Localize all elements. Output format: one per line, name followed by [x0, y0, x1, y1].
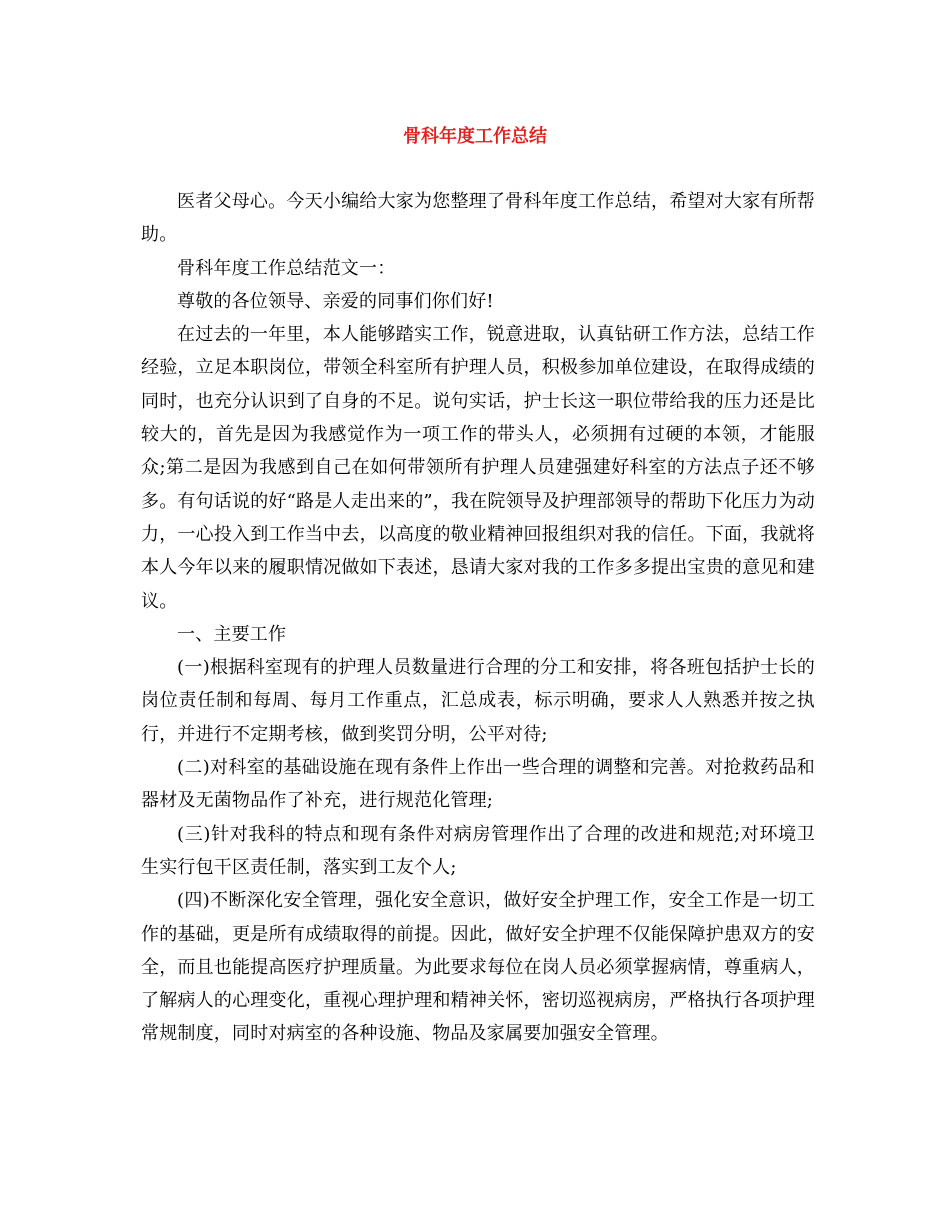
paragraph-greeting: 尊敬的各位领导、亲爱的同事们你们好!: [177, 290, 494, 312]
document-body: [141, 185, 815, 1051]
paragraph-item-4: (四)不断深化安全管理，强化安全意识，做好安全护理工作，安全工作是一切工作的基础，更是所有成绩取得的前提。因此，做好安全护理不仅能保障护患双方的安全，而且也能提高医疗护理质量。为此要求每位在岗人员必须掌握病情，尊重病人，了解病人的心理变化，重视心理护理和精神关怀，密切巡视病房，严格执行各项护理常规制度，同时对病室的各种设施、物品及家属要加强安全管理。: [141, 890, 815, 1045]
paragraph-item-2: (二)对科室的基础设施在现有条件上作出一些合理的调整和完善。对抢救药品和器材及无菌物品作了补充，进行规范化管理;: [141, 757, 815, 812]
paragraph-overview: 在过去的一年里，本人能够踏实工作，锐意进取，认真钻研工作方法，总结工作经验，立足本职岗位，带领全科室所有护理人员，积极参加单位建设，在取得成绩的同时，也充分认识到了自身的不足。说句实话，护士长这一职位带给我的压力还是比较大的，首先是因为我感觉作为一项工作的带头人，必须拥有过硬的本领，才能服众;第二是因为我感到自己在如何带领所有护理人员建强建好科室的方法点子还不够多。有句话说的好“路是人走出来的”，我在院领导及护理部领导的帮助下化压力为动力，一心投入到工作当中去，以高度的敬业精神回报组织对我的信任。下面，我就将本人今年以来的履职情况做如下表述，恳请大家对我的工作多多提出宝贵的意见和建议。: [141, 324, 816, 612]
section-heading-main-work: 一、主要工作: [177, 623, 287, 645]
document-title: 骨科年度工作总结: [403, 126, 547, 147]
paragraph-sample-heading: 骨科年度工作总结范文一：: [177, 257, 396, 279]
paragraph-item-3: (三)针对我科的特点和现有条件对病房管理作出了合理的改进和规范;对环境卫生实行包干区责任制，落实到工友个人;: [141, 823, 815, 878]
paragraph-item-1: (一)根据科室现有的护理人员数量进行合理的分工和安排，将各班包括护士长的岗位责任制和每周、每月工作重点，汇总成表，标示明确，要求人人熟悉并按之执行，并进行不定期考核，做到奖罚分明，公平对待;: [141, 657, 815, 745]
paragraph-intro: 医者父母心。今天小编给大家为您整理了骨科年度工作总结，希望对大家有所帮助。: [141, 191, 815, 246]
